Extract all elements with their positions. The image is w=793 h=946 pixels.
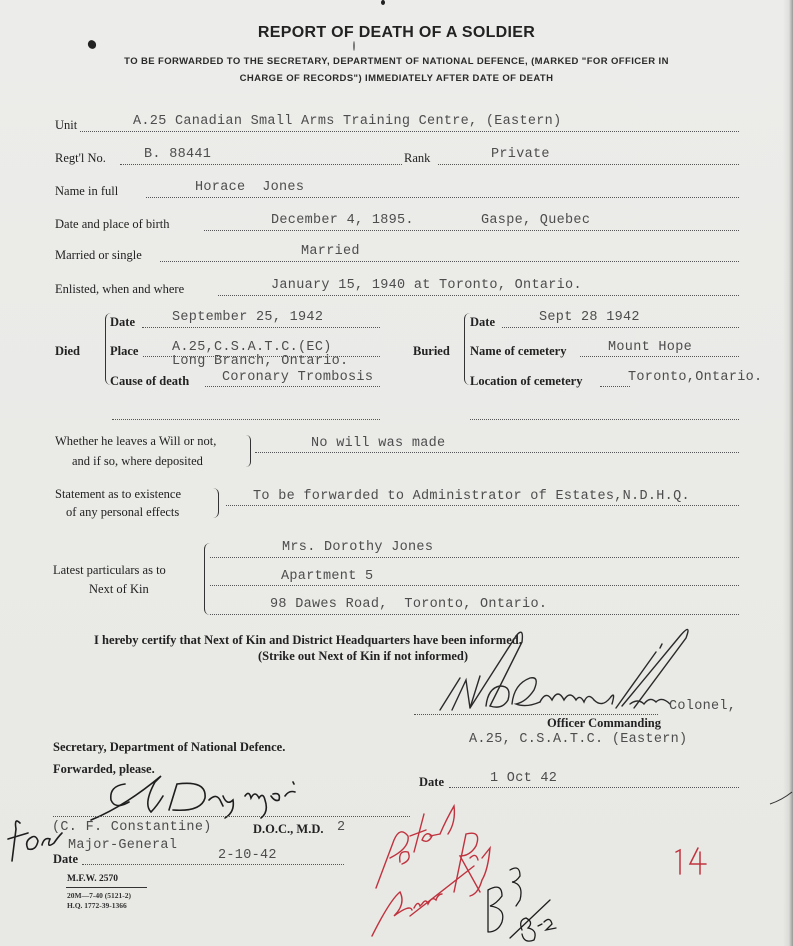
document-subtitle-line1: TO BE FORWARDED TO THE SECRETARY, DEPARTMENT OF NATIONAL DEFENCE, (MARKED "FOR OFFICER IN xyxy=(124,56,669,67)
died-place-label: Place xyxy=(110,344,139,358)
officer-title: Officer Commanding xyxy=(547,716,661,730)
birth-dotted-line xyxy=(204,229,739,231)
effects-dotted-line xyxy=(226,504,739,506)
died-extra-dotted-line xyxy=(112,418,380,420)
will-label-line2: and if so, where deposited xyxy=(72,454,203,468)
next-of-kin-line2: Apartment 5 xyxy=(281,569,374,584)
doc-md-label: D.O.C., M.D. xyxy=(253,822,324,836)
will-dotted-line xyxy=(255,451,739,453)
effects-brace xyxy=(213,488,219,518)
died-date-label: Date xyxy=(110,315,135,329)
next-of-kin-dotted-line-3 xyxy=(210,613,739,615)
cemetery-location-value: Toronto,Ontario. xyxy=(628,370,763,385)
form-number: M.F.W. 2570 xyxy=(67,874,119,884)
died-place-line2: Long Branch, Ontario. xyxy=(172,354,349,369)
certification-line1: I hereby certify that Next of Kin and District Headquarters have been informed. xyxy=(94,633,522,647)
cemetery-name-label: Name of cemetery xyxy=(470,344,567,358)
enlisted-label: Enlisted, when and where xyxy=(55,282,185,296)
document-subtitle-line2: CHARGE OF RECORDS") IMMEDIATELY AFTER DATE OF DEATH xyxy=(239,73,554,84)
marital-dotted-line xyxy=(160,260,739,262)
forwarding-name: (C. F. Constantine) xyxy=(52,820,212,835)
birth-place-value: Gaspe, Quebec xyxy=(481,213,591,228)
name-label: Name in full xyxy=(55,184,119,198)
effects-value: To be forwarded to Administrator of Estates,N.D.H.Q. xyxy=(253,489,690,504)
form-number-rule xyxy=(66,887,147,888)
certification-line2: (Strike out Next of Kin if not informed) xyxy=(258,649,469,663)
forwarding-signature-dotted-line xyxy=(53,815,410,817)
next-of-kin-dotted-line-2 xyxy=(210,584,739,586)
regt-no-dotted-line xyxy=(120,163,402,165)
md-number: 2 xyxy=(337,820,346,835)
will-value: No will was made xyxy=(311,436,446,451)
died-label: Died xyxy=(55,344,80,358)
buried-label: Buried xyxy=(413,344,450,358)
marital-label: Married or single xyxy=(55,248,142,262)
officer-date-label: Date xyxy=(419,775,444,789)
ink-speck xyxy=(353,41,355,51)
buried-date-value: Sept 28 1942 xyxy=(539,310,640,325)
next-of-kin-label-line1: Latest particulars as to xyxy=(53,563,166,577)
cemetery-location-dotted-line xyxy=(600,385,630,387)
forwarding-note: Forwarded, please. xyxy=(53,762,155,776)
forwarding-date-value: 2-10-42 xyxy=(218,848,277,863)
cause-of-death-label: Cause of death xyxy=(110,374,190,388)
cause-of-death-value: Coronary Trombosis xyxy=(222,370,374,385)
enlisted-dotted-line xyxy=(218,294,739,296)
rank-dotted-line xyxy=(438,163,739,165)
next-of-kin-dotted-line-1 xyxy=(210,556,739,558)
regt-no-value: B. 88441 xyxy=(144,147,212,162)
effects-label-line1: Statement as to existence xyxy=(55,487,182,501)
red-page-number xyxy=(672,846,712,876)
forwarding-addressee: Secretary, Department of National Defence. xyxy=(53,740,286,754)
cemetery-name-dotted-line xyxy=(580,355,739,357)
cemetery-name-value: Mount Hope xyxy=(608,340,693,355)
unit-dotted-line xyxy=(80,130,739,132)
print-info-line2: H.Q. 1772-39-1366 xyxy=(67,901,127,910)
will-label-line1: Whether he leaves a Will or not, xyxy=(55,434,217,448)
officer-date-dotted-line xyxy=(449,786,739,788)
unit-value: A.25 Canadian Small Arms Training Centre, (Eastern) xyxy=(133,114,562,129)
died-place-line1: A.25,C.S.A.T.C.(EC) xyxy=(172,340,332,355)
name-dotted-line xyxy=(146,196,739,198)
buried-date-dotted-line xyxy=(502,326,739,328)
forwarding-rank: Major-General xyxy=(68,838,178,853)
rank-label: Rank xyxy=(404,151,431,165)
name-value: Horace Jones xyxy=(195,180,305,195)
next-of-kin-line3: 98 Dawes Road, Toronto, Ontario. xyxy=(270,597,548,612)
effects-label-line2: of any personal effects xyxy=(66,505,180,519)
print-info-line1: 20M—7-40 (5121-2) xyxy=(67,891,131,900)
page-edge-shadow xyxy=(783,0,793,946)
enlisted-value: January 15, 1940 at Toronto, Ontario. xyxy=(271,278,582,293)
birth-date-value: December 4, 1895. xyxy=(271,213,414,228)
buried-date-label: Date xyxy=(470,315,495,329)
officer-signature-dotted-line xyxy=(414,713,658,715)
forwarding-signature xyxy=(85,766,315,826)
died-date-dotted-line xyxy=(142,326,380,328)
buried-extra-dotted-line xyxy=(470,418,739,420)
officer-date-value: 1 Oct 42 xyxy=(490,771,558,786)
died-date-value: September 25, 1942 xyxy=(172,310,324,325)
rank-value: Private xyxy=(491,147,550,162)
next-of-kin-label-line2: Next of Kin xyxy=(89,582,149,596)
regt-no-label: Regt'l No. xyxy=(55,151,106,165)
marital-value: Married xyxy=(301,244,360,259)
next-of-kin-brace xyxy=(204,543,210,615)
officer-unit: A.25, C.S.A.T.C. (Eastern) xyxy=(469,732,688,747)
next-of-kin-line1: Mrs. Dorothy Jones xyxy=(282,540,434,555)
forwarding-date-label: Date xyxy=(53,852,78,866)
cause-dotted-line xyxy=(205,385,380,387)
unit-label: Unit xyxy=(55,118,78,132)
black-annotation-initials xyxy=(480,860,570,946)
birth-label: Date and place of birth xyxy=(55,217,170,231)
officer-rank: Colonel, xyxy=(669,699,737,714)
will-brace xyxy=(246,435,251,467)
ink-speck xyxy=(381,0,385,5)
cemetery-location-label: Location of cemetery xyxy=(470,374,583,388)
document-title: REPORT OF DEATH OF A SOLDIER xyxy=(257,24,536,41)
forwarding-date-dotted-line xyxy=(82,863,344,865)
